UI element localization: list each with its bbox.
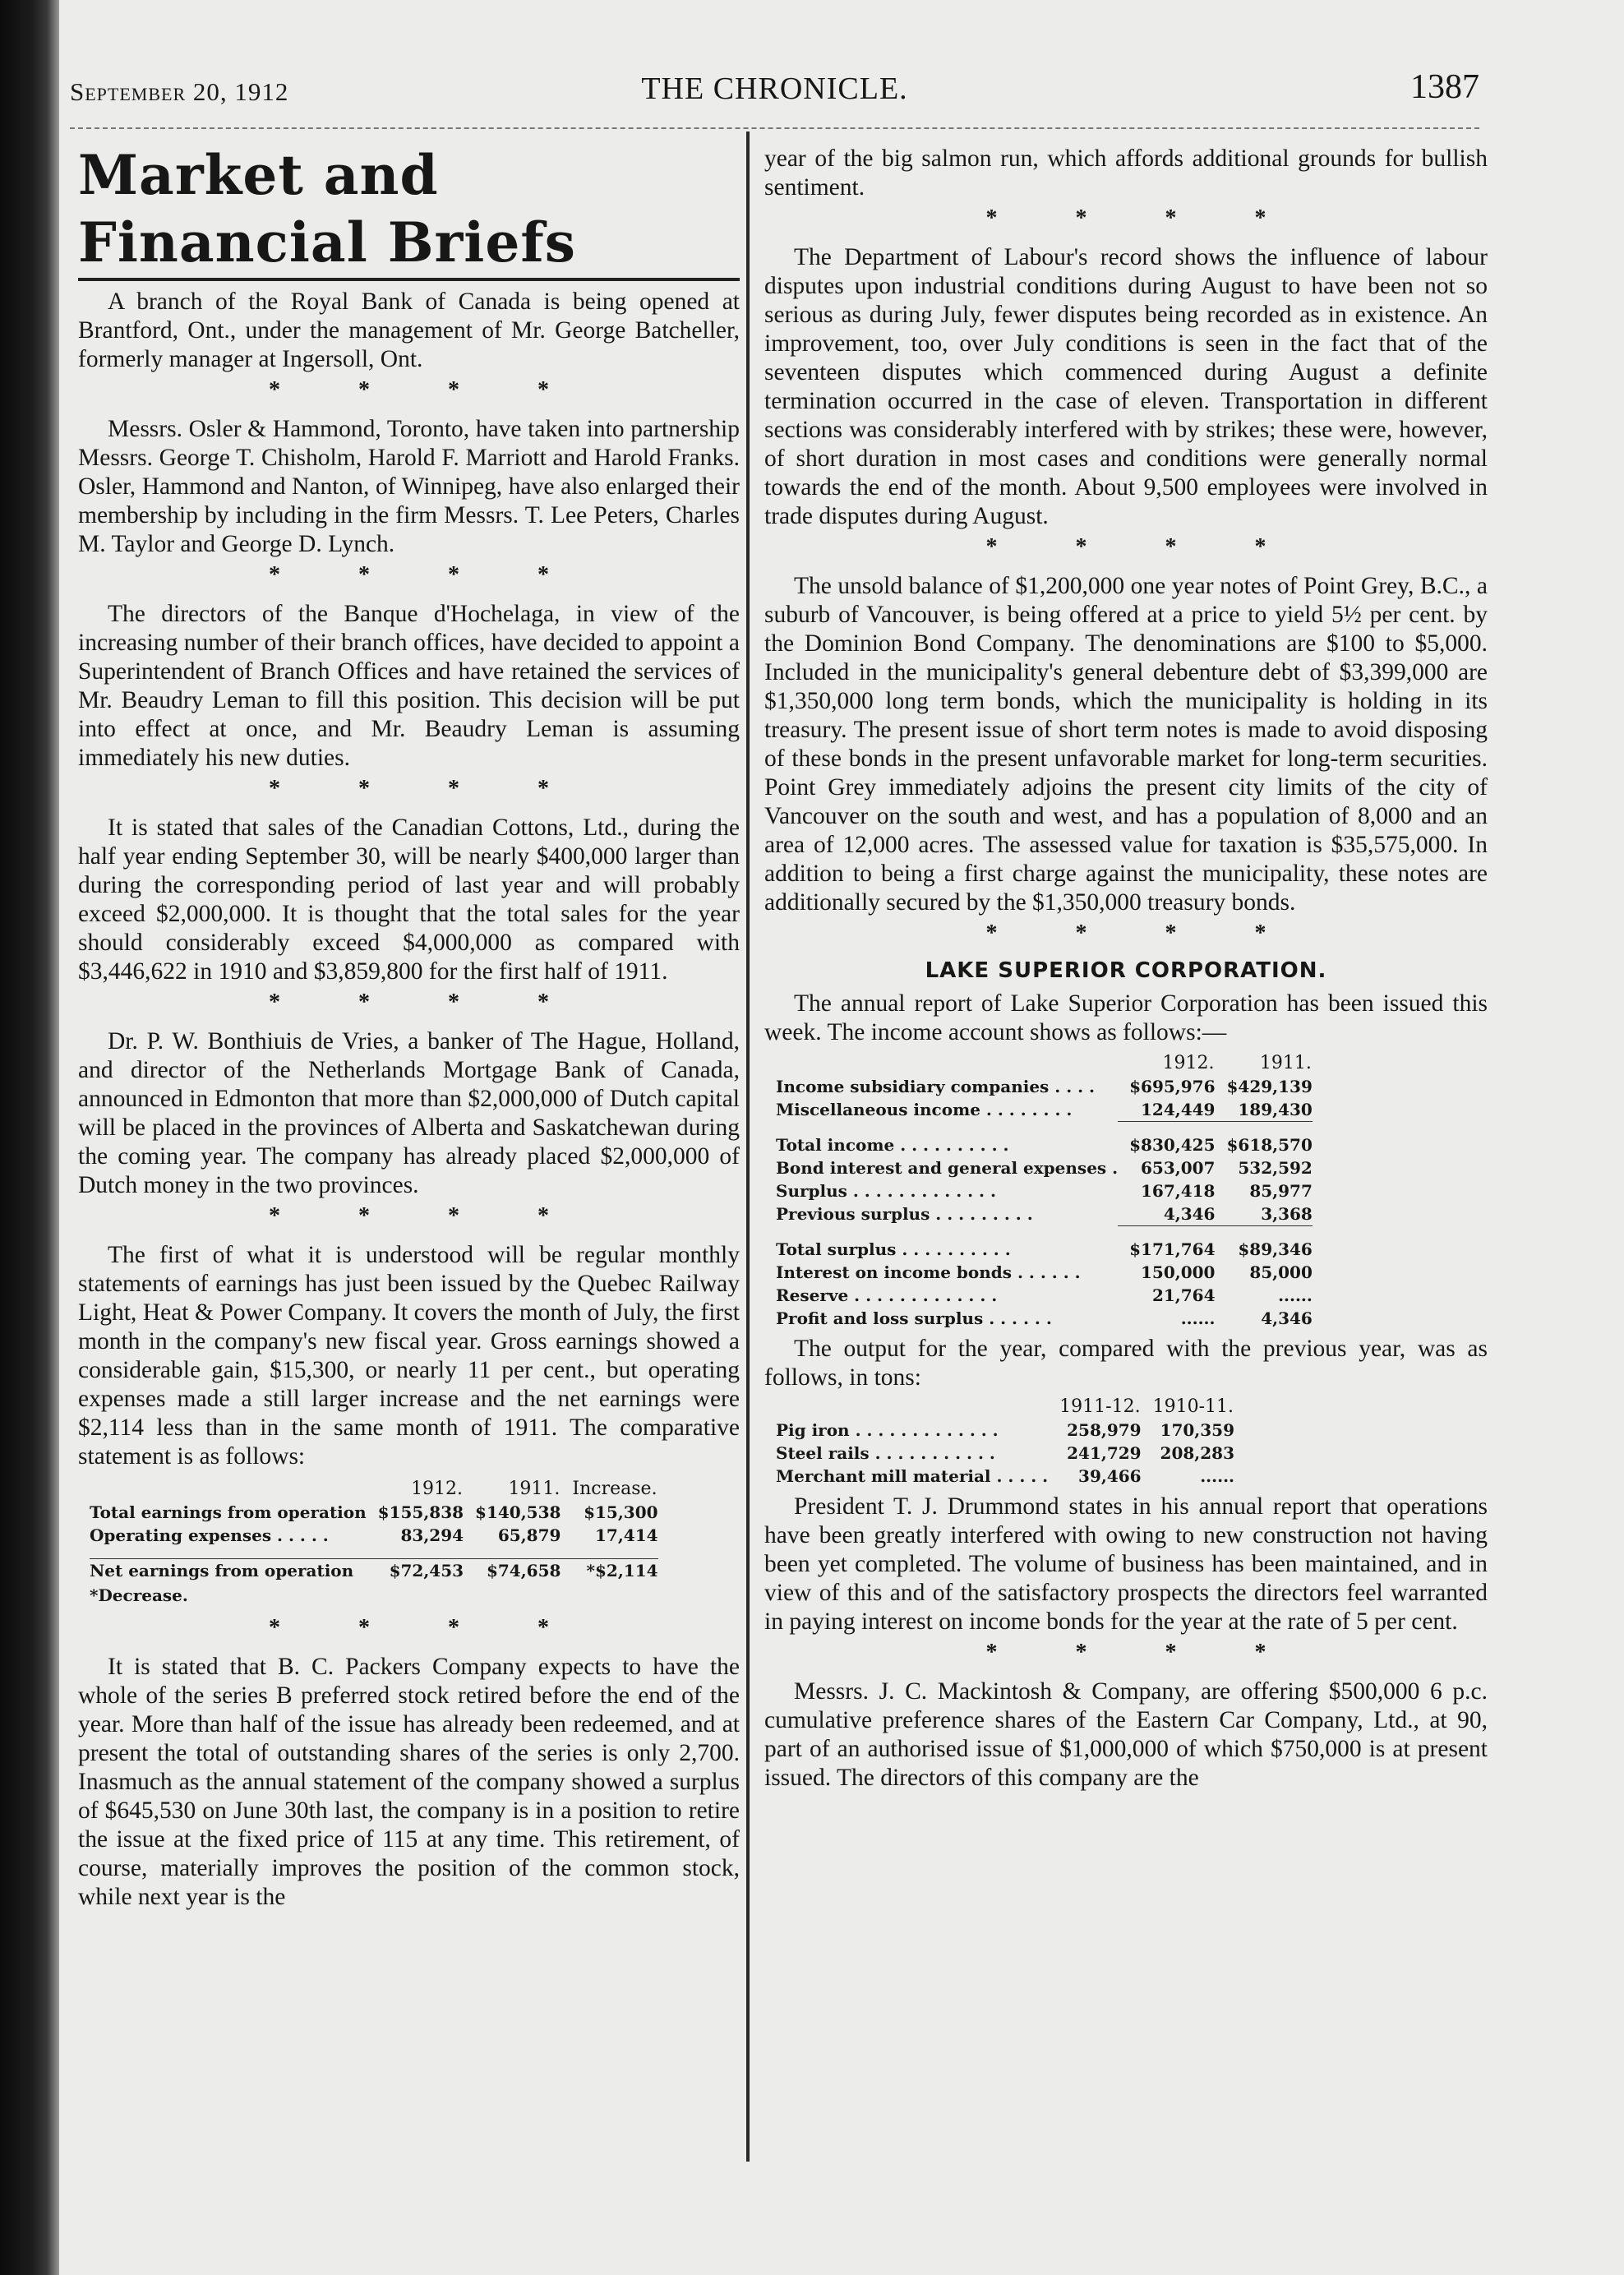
cell-1912: 167,418 bbox=[1141, 1181, 1216, 1201]
article-lake-superior: The annual report of Lake Superior Corporation has been issued this week. The income account shows as follows:— bbox=[764, 990, 1488, 1045]
cell-1912: 124,449 bbox=[1141, 1100, 1216, 1119]
right-column bbox=[764, 141, 1488, 1793]
row-label: Previous surplus . . . . . . . . . bbox=[776, 1204, 1033, 1225]
quebec-earnings-table bbox=[90, 1478, 658, 1582]
cell-1912: 21,764 bbox=[1151, 1285, 1216, 1305]
cell-1912: $830,425 bbox=[1129, 1135, 1216, 1155]
table-row bbox=[776, 1284, 1313, 1307]
row-label: Operating expenses . . . . . bbox=[90, 1525, 329, 1545]
separator-stars: * * * * bbox=[985, 205, 1303, 231]
table-row bbox=[776, 1442, 1234, 1465]
row-label: Surplus . . . . . . . . . . . . . bbox=[776, 1181, 996, 1201]
table-row bbox=[90, 1501, 658, 1524]
article-point-grey: The unsold balance of $1,200,000 one year notes of Point Grey, B.C., a suburb of Vancouver, is being offered at a price to yield 5½ per cent. by the Dominion Bond Company. The denominations are $100 to $5,000. Included in the municipality's general debenture debt of $3,399,000 are $1,350,000 long term bonds, which the municipality is holding in its treasury. The present issue of short term notes is made to avoid disposing of these bonds in the present unfavorable market for long-term securities. Point Grey immediately adjoins the present city limits of the city of Vancouver on the south and west, and has a population of 8,000 and an area of 12,000 acres. The assessed value for taxation is $35,575,000. In addition to being a first charge against the municipality, these notes are additionally secured by the $1,350,000 treasury bonds. bbox=[764, 573, 1488, 916]
cell-1911: $140,538 bbox=[475, 1502, 561, 1522]
separator-stars: * * * * bbox=[269, 776, 585, 801]
cell-1912: $695,976 bbox=[1129, 1077, 1216, 1096]
table-row bbox=[776, 1307, 1313, 1330]
section-title: Market and Financial Briefs bbox=[78, 141, 740, 281]
table-row bbox=[776, 1075, 1313, 1098]
separator-stars: * * * * bbox=[269, 377, 585, 403]
row-label: Total earnings from operation bbox=[90, 1502, 367, 1522]
table-header: 1910-11. bbox=[1152, 1396, 1234, 1417]
separator-stars: * * * * bbox=[985, 534, 1303, 560]
table-header: 1911. bbox=[508, 1479, 561, 1499]
separator-stars: * * * * bbox=[985, 921, 1303, 946]
cell-1911: $89,346 bbox=[1238, 1239, 1313, 1259]
article-labour-department: The Department of Labour's record shows the influence of labour disputes upon industrial conditions during August to have been not so serious as during July, fewer disputes being recorded as in existence. An improvement, too, over July conditions is seen in the fact that of the seventeen disputes which commenced during August a definite termination occurred in the case of eleven. Transportation in different sections was considerably interfered with by strikes; these were, however, of short duration in most cases and conditions were generally normal towards the end of the month. About 9,500 employees were involved in trade disputes during August. bbox=[764, 244, 1488, 529]
binding-shadow bbox=[0, 0, 59, 2275]
cell-1910-11: 170,359 bbox=[1160, 1420, 1234, 1440]
output-table bbox=[776, 1396, 1234, 1488]
article-bc-packers: It is stated that B. C. Packers Company expects to have the whole of the series B preferred stock retired before the end of the year. More than half of the issue has already been redeemed, and at present the total of outstanding shares of the series is only 2,700. Inasmuch as the annual statement of the company showed a surplus of $645,530 on June 30th last, the company is in a position to retire the issue at the fixed price of 115 at any time. This retirement, of course, materially improves the position of the common stock, while next year is the bbox=[78, 1654, 740, 1910]
cell-1911: ...... bbox=[1278, 1285, 1313, 1305]
table-footnote: *Decrease. bbox=[90, 1585, 188, 1605]
cell-1911: 85,000 bbox=[1249, 1262, 1313, 1282]
cell-1912: ...... bbox=[1180, 1308, 1216, 1328]
cell-1911-12: 39,466 bbox=[1078, 1466, 1142, 1486]
table-row-total bbox=[90, 1559, 658, 1583]
row-label: Bond interest and general expenses . bbox=[776, 1158, 1119, 1178]
lake-superior-heading: LAKE SUPERIOR CORPORATION. bbox=[925, 958, 1327, 983]
article-drummond: President T. J. Drummond states in his annual report that operations have been greatly interfered with owing to new construction not having been yet completed. The volume of business has been maintained, and in view of this and of the satisfactory prospects the directors feel warranted in paying interest on income bonds for the year at the rate of 5 per cent. bbox=[764, 1493, 1488, 1635]
cell-increase: *$2,114 bbox=[561, 1559, 657, 1583]
header-page-number: 1387 bbox=[1410, 68, 1479, 106]
article-banque-hochelaga: The directors of the Banque d'Hochelaga, in view of the increasing number of their branch offices, have decided to appoint a Superintendent of Branch Offices and have retained the services of Mr. Beaudry Leman to fill this position. This decision will be put into effect at once, and Mr. Beaudry Leman is assuming immediately his new duties. bbox=[78, 601, 740, 771]
row-label: Income subsidiary companies . . . . bbox=[776, 1077, 1096, 1096]
cell-1911: 85,977 bbox=[1249, 1181, 1313, 1201]
cell-1911-12: 241,729 bbox=[1067, 1443, 1142, 1463]
table-header: Increase. bbox=[572, 1479, 657, 1499]
table-row bbox=[776, 1465, 1234, 1488]
column-divider bbox=[746, 132, 750, 2162]
separator-stars: * * * * bbox=[985, 1640, 1303, 1665]
cell-1911: $429,139 bbox=[1226, 1077, 1313, 1096]
row-label: Net earnings from operation bbox=[90, 1559, 367, 1583]
row-label: Steel rails . . . . . . . . . . . bbox=[776, 1443, 995, 1463]
row-label: Reserve . . . . . . . . . . . . . bbox=[776, 1285, 998, 1305]
separator-stars: * * * * bbox=[269, 1203, 585, 1229]
cell-1911: $618,570 bbox=[1226, 1135, 1313, 1155]
income-account-table bbox=[776, 1052, 1313, 1330]
table-row bbox=[776, 1179, 1313, 1202]
cell-1912: $171,764 bbox=[1129, 1239, 1216, 1259]
article-canadian-cottons: It is stated that sales of the Canadian Cottons, Ltd., during the half year ending September 30, will be nearly $400,000 larger than during the corresponding period of last year and will probably exceed $2,000,000. It is thought that the total sales for the year should considerably exceed $4,000,000 as compared with $3,446,622 in 1910 and $3,859,800 for the first half of 1911. bbox=[78, 814, 740, 985]
cell-increase: 17,414 bbox=[595, 1525, 658, 1545]
separator-stars: * * * * bbox=[269, 562, 585, 588]
header-rule bbox=[70, 127, 1479, 129]
table-header: 1911. bbox=[1259, 1053, 1312, 1073]
cell-1911: $74,658 bbox=[464, 1559, 561, 1583]
article-output: The output for the year, compared with the previous year, was as follows, in tons: bbox=[764, 1336, 1488, 1391]
cell-1911: 189,430 bbox=[1238, 1100, 1313, 1119]
article-osler-hammond: Messrs. Osler & Hammond, Toronto, have taken into partnership Messrs. George T. Chisholm, Harold F. Marriott and Harold Franks. Osler, Hammond and Nanton, of Winnipeg, have also enlarged their membership by including in the firm Messrs. T. Lee Peters, Charles M. Taylor and George D. Lynch. bbox=[78, 416, 740, 557]
article-quebec-railway: The first of what it is understood will be regular monthly statements of earnings has just been issued by the Quebec Railway Light, Heat & Power Company. It covers the month of July, the first month in the company's new fiscal year. Gross earnings showed a considerable gain, $15,300, or nearly 11 per cent., but operating expenses made a still larger increase and the net earnings were $2,114 less than in the same month of 1911. The comparative statement is as follows: bbox=[78, 1242, 740, 1470]
cell-1912: 653,007 bbox=[1141, 1158, 1216, 1178]
cell-1911: 3,368 bbox=[1261, 1204, 1313, 1224]
table-row bbox=[776, 1238, 1313, 1261]
cell-1910-11: 208,283 bbox=[1160, 1443, 1234, 1463]
cell-1912: $155,838 bbox=[377, 1502, 464, 1522]
table-header: 1912. bbox=[411, 1479, 464, 1499]
table-row bbox=[776, 1133, 1313, 1156]
table-row bbox=[776, 1098, 1313, 1122]
row-label: Interest on income bonds . . . . . . bbox=[776, 1262, 1081, 1282]
page-header bbox=[70, 67, 1479, 117]
row-label: Pig iron . . . . . . . . . . . . . bbox=[776, 1420, 999, 1440]
cell-1912: 83,294 bbox=[400, 1525, 464, 1545]
row-label: Total income . . . . . . . . . . bbox=[776, 1135, 1009, 1155]
article-dutch-capital: Dr. P. W. Bonthiuis de Vries, a banker of The Hague, Holland, and director of the Netherlands Mortgage Bank of Canada, announced in Edmonton that more than $2,000,000 of Dutch capital will be placed in the provinces of Alberta and Saskatchewan during the coming year. The company has already placed $2,000,000 of Dutch money in the two provinces. bbox=[78, 1028, 740, 1198]
article-bc-packers-continued: year of the big salmon run, which affords additional grounds for bullish sentiment. bbox=[764, 145, 1488, 201]
table-row bbox=[776, 1202, 1313, 1226]
table-header: 1911-12. bbox=[1059, 1396, 1141, 1417]
table-header: 1912. bbox=[1162, 1053, 1215, 1073]
row-label: Profit and loss surplus . . . . . . bbox=[776, 1308, 1052, 1328]
row-label: Merchant mill material . . . . . bbox=[776, 1466, 1049, 1486]
separator-stars: * * * * bbox=[269, 990, 585, 1015]
cell-1911: 532,592 bbox=[1238, 1158, 1313, 1178]
cell-increase: $15,300 bbox=[584, 1502, 658, 1522]
header-title: THE CHRONICLE. bbox=[641, 72, 908, 106]
article-mackintosh: Messrs. J. C. Mackintosh & Company, are offering $500,000 6 p.c. cumulative preference shares of the Eastern Car Company, Ltd., at 90, part of an authorised issue of $1,000,000 of which $750,000 is at present issued. The directors of this company are the bbox=[764, 1678, 1488, 1791]
table-row bbox=[90, 1524, 658, 1547]
table-row bbox=[776, 1261, 1313, 1284]
cell-1911-12: 258,979 bbox=[1067, 1420, 1142, 1440]
cell-1911: 4,346 bbox=[1261, 1308, 1313, 1328]
cell-1912: 150,000 bbox=[1141, 1262, 1216, 1282]
cell-1912: 4,346 bbox=[1163, 1204, 1216, 1224]
article-royal-bank: A branch of the Royal Bank of Canada is being opened at Brantford, Ont., under the management of Mr. George Batcheller, formerly manager at Ingersoll, Ont. bbox=[78, 288, 740, 372]
row-label: Total surplus . . . . . . . . . . bbox=[776, 1239, 1011, 1259]
separator-stars: * * * * bbox=[269, 1615, 585, 1640]
left-column bbox=[78, 141, 740, 1912]
header-date: September 20, 1912 bbox=[70, 77, 289, 106]
cell-1910-11: ...... bbox=[1200, 1466, 1234, 1486]
cell-1911: 65,879 bbox=[497, 1525, 561, 1545]
table-row bbox=[776, 1419, 1234, 1442]
cell-1912: $72,453 bbox=[367, 1559, 464, 1583]
row-label: Miscellaneous income . . . . . . . . bbox=[776, 1100, 1073, 1120]
table-row bbox=[776, 1156, 1313, 1179]
